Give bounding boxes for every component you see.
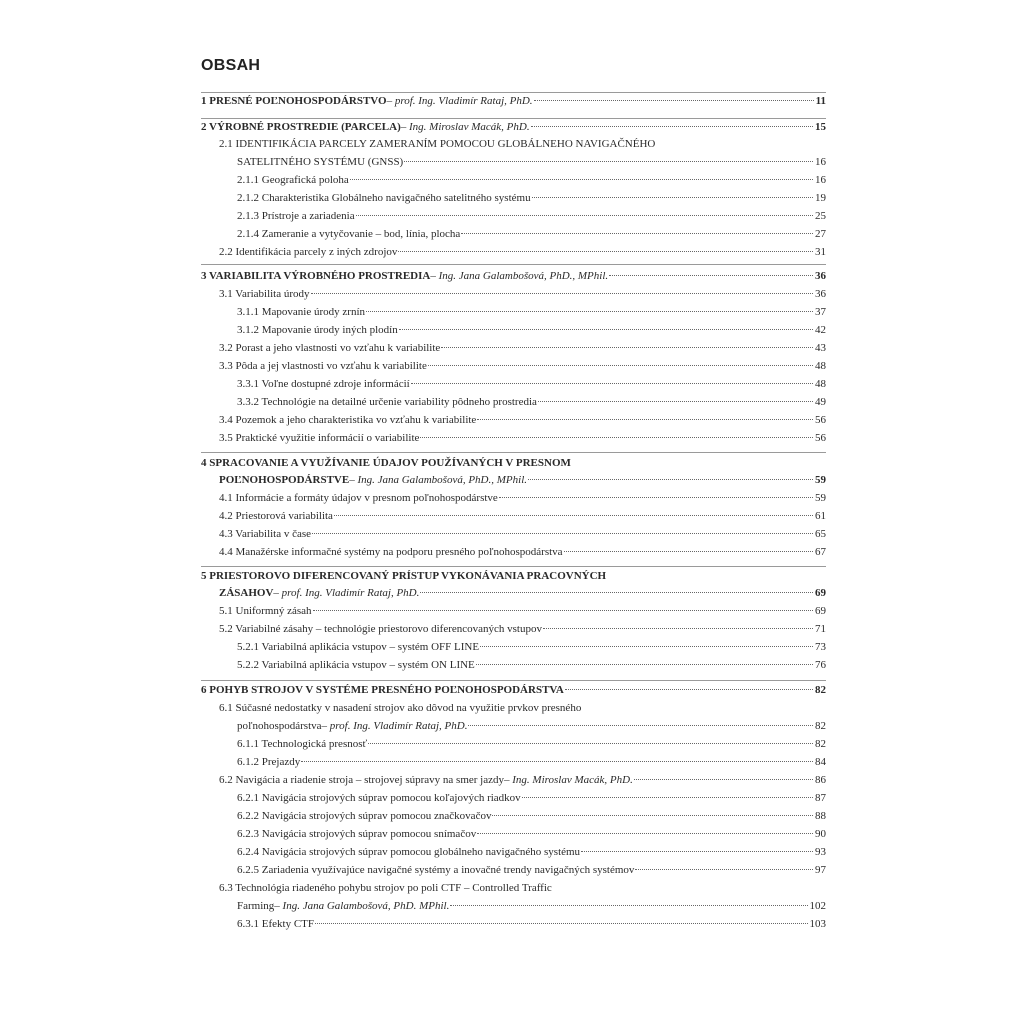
toc-entry-title: 6.2.2 Navigácia strojových súprav pomocou značkovačov [237, 810, 492, 822]
dot-leader [480, 646, 813, 647]
toc-page-number: 16 [815, 174, 826, 186]
toc-entry [237, 210, 826, 227]
toc-entry [219, 587, 826, 604]
toc-entry [201, 570, 606, 587]
dot-leader [499, 497, 813, 498]
toc-entry-title: 3.4 Pozemok a jeho charakteristika vo vzťahu k variabilite [219, 414, 477, 426]
toc-entry [219, 246, 826, 263]
dot-leader [532, 197, 813, 198]
toc-entry-title: 3.1.2 Mapovanie úrody iných plodín [237, 324, 398, 336]
toc-entry [219, 510, 826, 527]
toc-page-number: 71 [815, 623, 826, 635]
toc-entry-author: – prof. Ing. Vladimír Rataj, PhD. [386, 95, 533, 107]
toc-entry-title: 5.2 Variabilné zásahy – technológie priestorovo diferencovaných vstupov [219, 623, 542, 635]
toc-entry [237, 378, 826, 395]
toc-entry [219, 360, 826, 377]
toc-entry-title: 6.2.1 Navigácia strojových súprav pomocou koľajových riadkov [237, 792, 521, 804]
toc-entry [237, 756, 826, 773]
toc-entry-title: 4.4 Manažérske informačné systémy na podporu presného poľnohospodárstva [219, 546, 563, 558]
toc-entry [219, 138, 655, 155]
dot-leader [461, 233, 813, 234]
toc-entry [219, 492, 826, 509]
toc-page-number: 90 [815, 828, 826, 840]
toc-entry-title: 5.2.1 Variabilná aplikácia vstupov – systém OFF LINE [237, 641, 480, 653]
toc-page-number: 82 [815, 738, 826, 750]
toc-entry [219, 342, 826, 359]
toc-page-number: 36 [815, 288, 826, 300]
toc-page-number: 65 [815, 528, 826, 540]
toc-entry [237, 900, 826, 917]
toc-entry [201, 457, 571, 474]
toc-entry [237, 306, 826, 323]
dot-leader [428, 365, 813, 366]
toc-entry-title: 5 PRIESTOROVO DIFERENCOVANÝ PRÍSTUP VYKONÁVANIA PRACOVNÝCH [201, 570, 607, 582]
toc-entry [237, 324, 826, 341]
toc-entry-title: 1 PRESNÉ POĽNOHOSPODÁRSTVO [201, 95, 387, 107]
toc-page-number: 48 [815, 360, 826, 372]
toc-entry-title: 3.5 Praktické využitie informácií o variabilite [219, 432, 420, 444]
toc-page-number: 56 [815, 414, 826, 426]
dot-leader [356, 215, 813, 216]
toc-page-number: 86 [815, 774, 826, 786]
toc-entry-author: – Ing. Jana Galambošová, PhD., MPhil. [349, 474, 527, 486]
toc-page-number: 93 [815, 846, 826, 858]
toc-entry-title: 3.1.1 Mapovanie úrody zrnín [237, 306, 365, 318]
toc-entry [219, 528, 826, 545]
toc-page-number: 103 [809, 918, 826, 930]
toc-entry-title: 6.2.5 Zariadenia využívajúce navigačné systémy a inovačné trendy navigačných systémov [237, 864, 635, 876]
toc-page-number: 69 [815, 587, 826, 599]
divider [201, 680, 826, 681]
toc-entry-title: 2 VÝROBNÉ PROSTREDIE (PARCELA) [201, 121, 401, 133]
toc-entry [219, 702, 581, 719]
toc-page-number: 59 [815, 492, 826, 504]
dot-leader [313, 610, 813, 611]
toc-page-number: 49 [815, 396, 826, 408]
dot-leader [477, 419, 813, 420]
dot-leader [543, 628, 813, 629]
toc-page-number: 61 [815, 510, 826, 522]
divider [201, 566, 826, 567]
dot-leader [315, 923, 808, 924]
toc-page-number: 37 [815, 306, 826, 318]
toc-entry-title: POĽNOHOSPODÁRSTVE [219, 474, 350, 486]
divider [201, 92, 826, 93]
divider [201, 452, 826, 453]
toc-page-number: 97 [815, 864, 826, 876]
page-title: OBSAH [201, 57, 261, 74]
dot-leader [635, 869, 813, 870]
toc-page-number: 43 [815, 342, 826, 354]
toc-entry [237, 918, 826, 935]
toc-entry-title: 6.3.1 Efekty CTF [237, 918, 314, 930]
toc-entry-title: 2.1 IDENTIFIKÁCIA PARCELY ZAMERANÍM POMOCOU GLOBÁLNEHO NAVIGAČNÉHO [219, 138, 656, 150]
toc-page-number: 73 [815, 641, 826, 653]
toc-entry [201, 684, 826, 701]
toc-entry [237, 828, 826, 845]
toc-entry-title: 6.2 Navigácia a riadenie stroja – strojovej súpravy na smer jazdy [219, 774, 504, 786]
toc-entry-title: 4.2 Priestorová variabilita [219, 510, 333, 522]
toc-entry-title: 5.2.2 Variabilná aplikácia vstupov – systém ON LINE [237, 659, 475, 671]
toc-entry-author: – prof. Ing. Vladimír Rataj, PhD. [273, 587, 420, 599]
toc-entry [219, 605, 826, 622]
toc-entry-author: – Ing. Jana Galambošová, PhD. MPhil. [274, 900, 450, 912]
toc-entry [237, 720, 826, 737]
toc-entry-title: 6.2.3 Navigácia strojových súprav pomocou snímačov [237, 828, 477, 840]
toc-entry-title: ZÁSAHOV [219, 587, 274, 599]
toc-entry [237, 792, 826, 809]
dot-leader [350, 179, 813, 180]
dot-leader [441, 347, 813, 348]
toc-entry [237, 738, 826, 755]
dot-leader [399, 329, 813, 330]
dot-leader [312, 533, 813, 534]
dot-leader [564, 551, 813, 552]
toc-entry-author: – Ing. Miroslav Macák, PhD. [400, 121, 530, 133]
toc-page-number: 15 [815, 121, 826, 133]
toc-page-number: 67 [815, 546, 826, 558]
dot-leader [538, 401, 813, 402]
dot-leader [634, 779, 813, 780]
dot-leader [368, 743, 813, 744]
toc-entry-title: 4.3 Variabilita v čase [219, 528, 312, 540]
toc-page-number: 25 [815, 210, 826, 222]
dot-leader [411, 383, 813, 384]
toc-entry-title: 6.1.2 Prejazdy [237, 756, 301, 768]
toc-entry [219, 623, 826, 640]
toc-entry-title: Farming [237, 900, 275, 912]
toc-page-number: 56 [815, 432, 826, 444]
toc-entry [237, 659, 826, 676]
toc-entry [237, 641, 826, 658]
toc-entry-title: 4.1 Informácie a formáty údajov v presnom poľnohospodárstve [219, 492, 498, 504]
toc-entry-title: 3.3 Pôda a jej vlastnosti vo vzťahu k variabilite [219, 360, 427, 372]
dot-leader [477, 833, 813, 834]
toc-entry [201, 121, 826, 138]
toc-entry [237, 396, 826, 413]
toc-entry [237, 228, 826, 245]
dot-leader [420, 437, 813, 438]
toc-page-number: 88 [815, 810, 826, 822]
dot-leader [404, 161, 813, 162]
toc-entry-title: 2.1.2 Charakteristika Globálneho navigačného satelitného systému [237, 192, 531, 204]
toc-page-number: 59 [815, 474, 826, 486]
dot-leader [450, 905, 807, 906]
toc-entry [237, 810, 826, 827]
toc-entry-title: 2.2 Identifikácia parcely z iných zdrojov [219, 246, 398, 258]
toc-page-number: 76 [815, 659, 826, 671]
toc-entry-title: SATELITNÉHO SYSTÉMU (GNSS) [237, 156, 404, 168]
dot-leader [492, 815, 813, 816]
toc-entry [219, 546, 826, 563]
dot-leader [334, 515, 813, 516]
dot-leader [301, 761, 813, 762]
dot-leader [420, 592, 813, 593]
toc-entry-title: poľnohospodárstva [237, 720, 322, 732]
toc-entry-title: 2.1.3 Prístroje a zariadenia [237, 210, 355, 222]
dot-leader [398, 251, 813, 252]
toc-entry-title: 2.1.1 Geografická poloha [237, 174, 349, 186]
toc-page-number: 27 [815, 228, 826, 240]
divider [201, 264, 826, 265]
dot-leader [581, 851, 813, 852]
toc-entry [201, 270, 826, 287]
toc-entry-title: 5.1 Uniformný zásah [219, 605, 312, 617]
toc-page-number: 48 [815, 378, 826, 390]
toc-page-number: 11 [815, 95, 826, 107]
toc-entry [219, 774, 826, 791]
toc-entry-title: 3.3.1 Voľne dostupné zdroje informácií [237, 378, 410, 390]
toc-page-number: 16 [815, 156, 826, 168]
toc-page-number: 31 [815, 246, 826, 258]
dot-leader [528, 479, 813, 480]
toc-entry-title: 6.2.4 Navigácia strojových súprav pomocou globálneho navigačného systému [237, 846, 581, 858]
toc-entry [237, 846, 826, 863]
dot-leader [534, 100, 814, 101]
dot-leader [565, 689, 813, 690]
toc-entry [219, 474, 826, 491]
toc-entry-title: 3.1 Variabilita úrody [219, 288, 310, 300]
toc-page-number: 19 [815, 192, 826, 204]
toc-entry-title: 6.1 Súčasné nedostatky v nasadení strojov ako dôvod na využitie prvkov presného [219, 702, 582, 714]
toc-page-number: 102 [809, 900, 826, 912]
divider [201, 118, 826, 119]
toc-page-number: 82 [815, 720, 826, 732]
toc-page-number: 69 [815, 605, 826, 617]
toc-entry-title: 3.3.2 Technológie na detailné určenie variability pôdneho prostredia [237, 396, 537, 408]
dot-leader [531, 126, 813, 127]
toc-page-number: 42 [815, 324, 826, 336]
toc-entry [219, 288, 826, 305]
dot-leader [476, 664, 813, 665]
toc-entry-title: 4 SPRACOVANIE A VYUŽÍVANIE ÚDAJOV POUŽÍVANÝCH V PRESNOM [201, 457, 571, 469]
toc-entry [219, 432, 826, 449]
toc-entry [219, 414, 826, 431]
toc-entry [237, 864, 826, 881]
toc-entry-author: – Ing. Jana Galambošová, PhD., MPhil. [430, 270, 609, 282]
toc-entry [237, 174, 826, 191]
toc-entry-title: 2.1.4 Zameranie a vytyčovanie – bod, línia, plocha [237, 228, 461, 240]
dot-leader [609, 275, 813, 276]
toc-page-number: 82 [815, 684, 826, 696]
toc-page-number: 87 [815, 792, 826, 804]
toc-page-number: 84 [815, 756, 826, 768]
toc-entry-title: 6.3 Technológia riadeného pohybu strojov po poli CTF – Controlled Traffic [219, 882, 552, 894]
dot-leader [366, 311, 813, 312]
dot-leader [522, 797, 813, 798]
dot-leader [311, 293, 813, 294]
toc-entry-title: 6.1.1 Technologická presnosť [237, 738, 368, 750]
toc-page-number: 36 [815, 270, 826, 282]
toc-entry-author: – prof. Ing. Vladimír Rataj, PhD. [321, 720, 468, 732]
toc-entry [201, 95, 826, 112]
toc-entry [219, 882, 552, 899]
toc-entry-title: 3.2 Porast a jeho vlastnosti vo vzťahu k variabilite [219, 342, 441, 354]
toc-entry-title: 3 VARIABILITA VÝROBNÉHO PROSTREDIA [201, 270, 431, 282]
toc-entry-title: 6 POHYB STROJOV V SYSTÉME PRESNÉHO POĽNOHOSPODÁRSTVA [201, 684, 564, 696]
toc-entry-author: – Ing. Miroslav Macák, PhD. [504, 774, 633, 786]
dot-leader [468, 725, 813, 726]
toc-entry [237, 156, 826, 173]
toc-entry [237, 192, 826, 209]
